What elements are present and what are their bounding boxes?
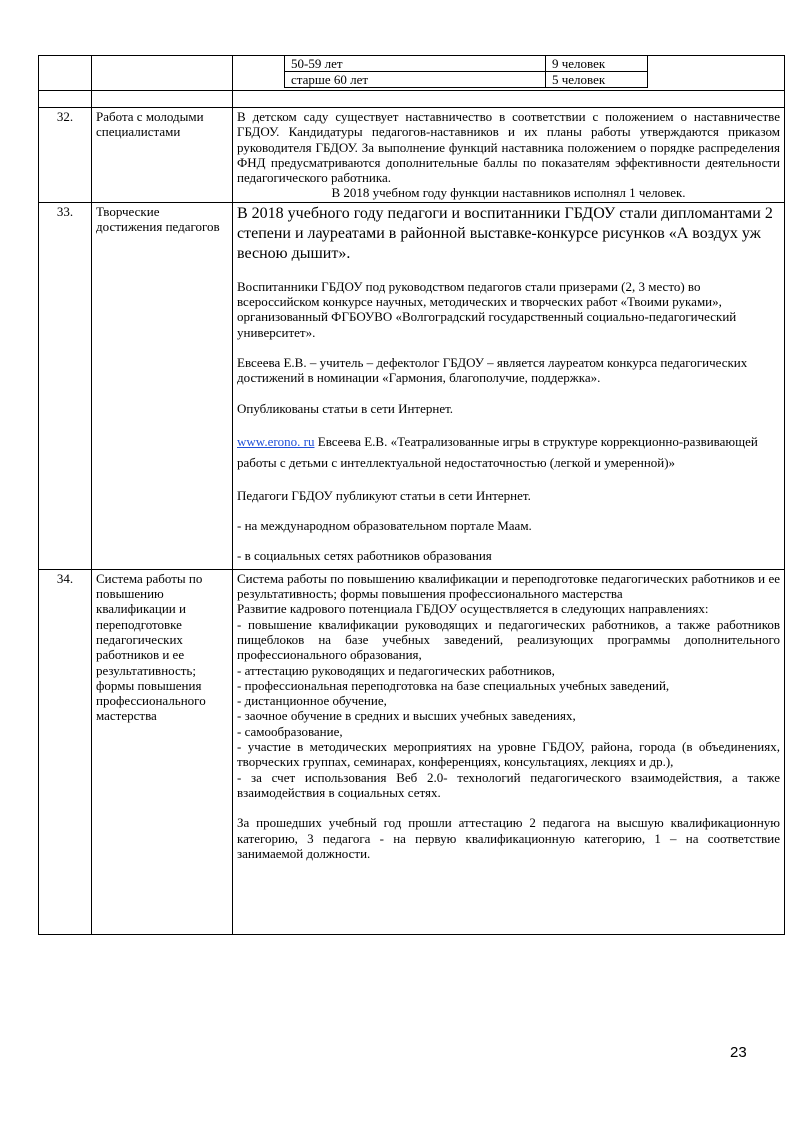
paragraph: Воспитанники ГБДОУ под руководством педагогов стали призерами (2, 3 место) во всероссийском конкурсе научных, методических и творческих работ «Твоими руками», организованный ФГБОУВО «Волгоградский государственный социально-педагогический университет». [237,278,737,340]
list-item: - участие в методических мероприятиях на уровне ГБДОУ, района, города (в объединениях, творческих группах, семинарах, конференциях, консультациях, лекциях и др.), [237,739,780,770]
table-row [39,108,785,203]
publication-text: Евсеева Е.В. «Театрализованные игры в структуре коррекционно-развивающей работы с детьми с интеллектуальной недостаточностью (легкой и умеренной)» [237,433,758,470]
age-table [284,55,648,88]
paragraph: Евсеева Е.В. – учитель – дефектолог ГБДОУ – является лауреатом конкурса педагогических достижений в номинации «Гармония, благополучие, поддержка». [237,354,748,386]
age-count: 9 человек [546,56,648,72]
table-row [39,569,785,934]
age-label: 50-59 лет [285,56,546,72]
paragraph: В 2018 учебного году педагоги и воспитанники ГБДОУ стали дипломантами 2 степени и лауреатами в районной выставке-конкурсе рисунков «А воздух уж весною дышит». [237,204,773,262]
paragraph: Опубликованы статьи в сети Интернет. [237,400,454,416]
list-item: - самообразование, [237,723,343,739]
paragraph [237,431,780,473]
row-number: 33. [39,202,92,569]
row-content [233,108,785,203]
row-number: 34. [39,569,92,934]
cell-title [92,56,233,91]
row-title: Работа с молодыми специалистами [92,108,233,203]
row-content [233,202,785,569]
paragraph: - в социальных сетях работников образования [237,548,492,564]
list-item: - дистанционное обучение, [237,693,387,709]
age-row [285,72,648,88]
cell-num [39,56,92,91]
row-title: Система работы по повышению квалификации и переподготовке педагогических работников и ее результативность; формы повышения профессионального мастерства [92,569,233,934]
website-link[interactable]: www.erono. ru [237,433,315,449]
row-text: В детском саду существует наставничество в соответствии с положением о наставничестве ГБДОУ. Кандидатуры педагогов-наставников и их планы работы утверждаются приказом руководителя ГБДОУ. За выполнение функций наставника положением о порядке распределения ФНД предусматриваются дополнительные баллы по показателям эффективности деятельности педагогического работника. [237,109,780,186]
paragraph: Педагоги ГБДОУ публикуют статьи в сети Интернет. [237,487,531,503]
paragraph: Развитие кадрового потенциала ГБДОУ осуществляется в следующих направлениях: [237,601,709,617]
row-note: В 2018 учебном году функции наставников исполнял 1 человек. [331,185,686,201]
paragraph: За прошедших учебный год прошли аттестацию 2 педагога на высшую квалификационную категорию, 3 педагога - на первую квалификационную категорию, 1 – на соответствие занимаемой должности. [237,815,780,861]
row-number: 32. [39,108,92,203]
row-content [233,569,785,934]
cell-content [233,56,785,91]
age-row [285,56,648,72]
age-count: 5 человек [546,72,648,88]
report-table [38,55,785,935]
table-row [39,56,785,91]
spacer-row [39,91,785,108]
list-item: - профессиональная переподготовка на базе специальных учебных заведений, [237,677,670,693]
age-label: старше 60 лет [285,72,546,88]
paragraph: - на международном образовательном портале Маам. [237,518,532,534]
table-row [39,202,785,569]
paragraph: Система работы по повышению квалификации и переподготовке педагогических работников и ее результативность; формы повышения профессионального мастерства [237,570,780,602]
list-item: - аттестацию руководящих и педагогических работников, [237,662,555,678]
list-item: - за счет использования Веб 2.0- технологий педагогического взаимодействия, а также взаимодействия в социальных сетях. [237,769,780,800]
list-item: - повышение квалификации руководящих и педагогических работников, а также работников пищеблоков на базе учебных заведений, реализующих программы дополнительного профессионального образования, [237,616,780,663]
list-item: - заочное обучение в средних и высших учебных заведениях, [237,708,576,724]
row-title: Творческие достижения педагогов [92,202,233,569]
page-number: 23 [730,1044,747,1061]
